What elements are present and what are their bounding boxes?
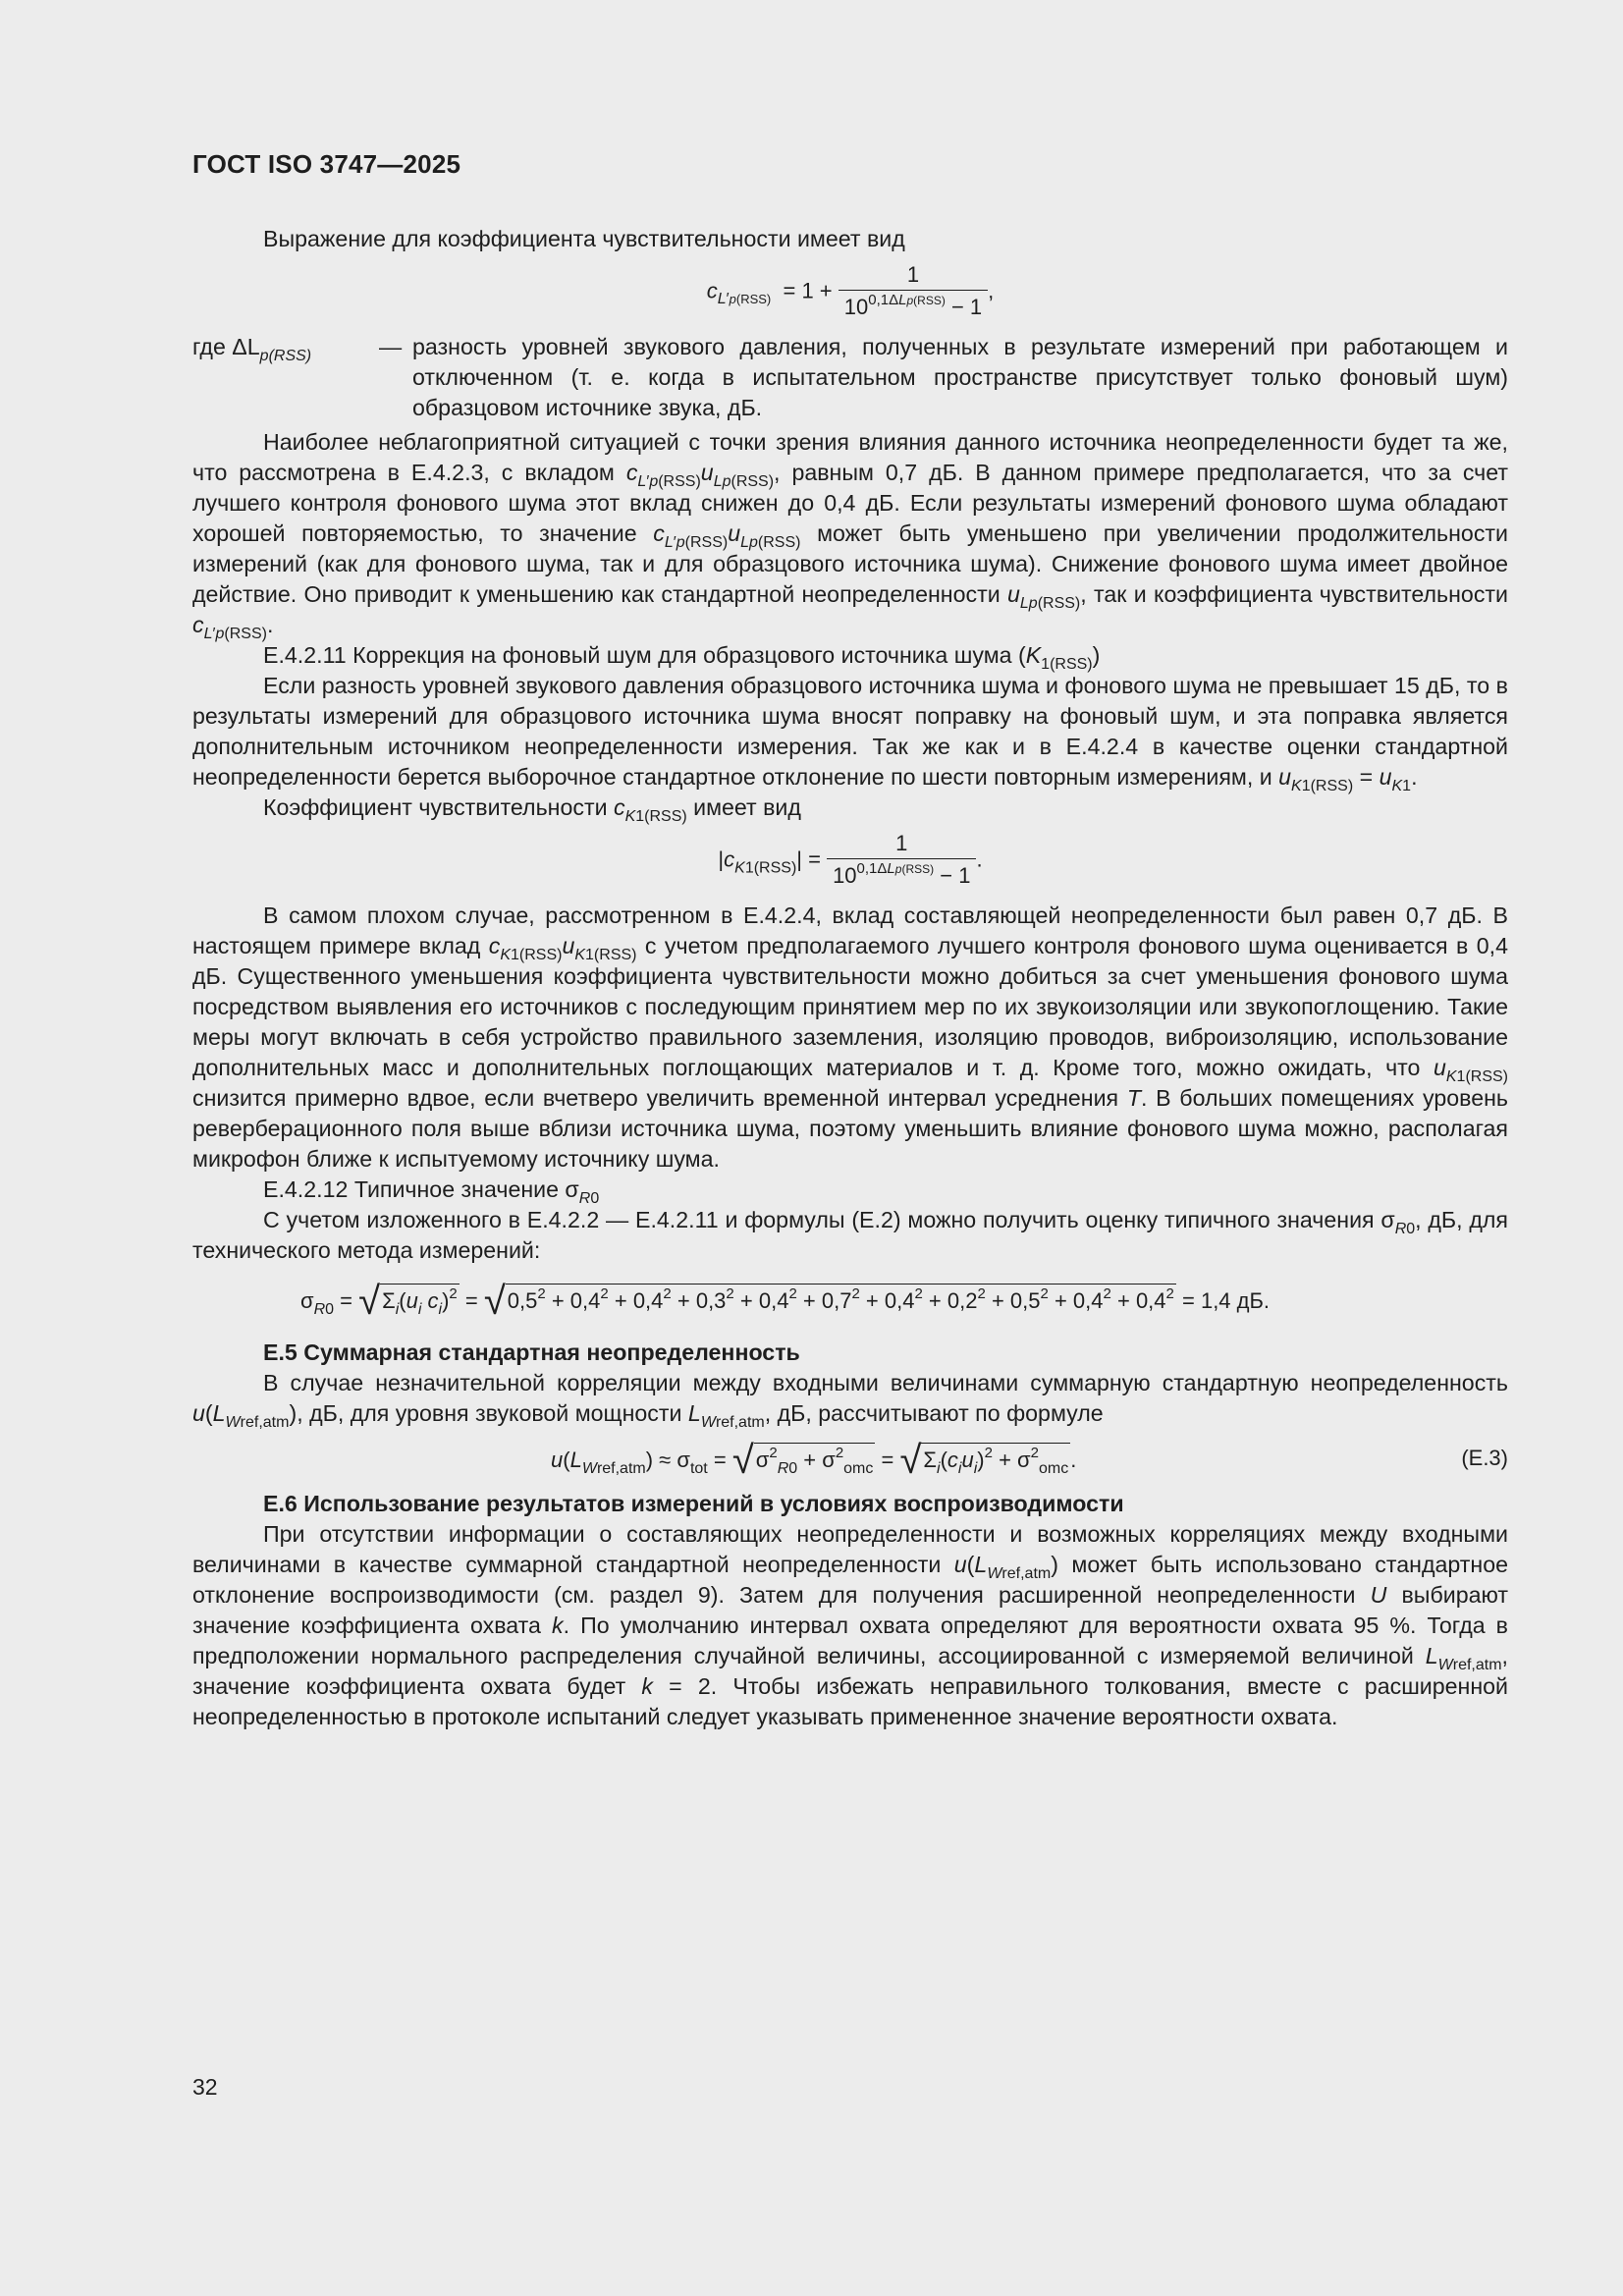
document-header: ГОСТ ISO 3747—2025 [192,149,461,179]
equation-e3: $u(L_{Wref,atm}) \approx \sigma_{tot} = √\sigma^2_{R0} + \sigma^2_{omc} = √\Sigma_i(c_iu_i)^2 + \sigma^2_{omc}$. (Е.3) [551,1439,1508,1482]
radicand-term: 0,4 [569,1288,601,1313]
equation-ck1: $|c_{K1(RSS)}|$ = $\frac{1}{10^{0,1\Delta Lp(RSS)} - 1}$ . [718,831,983,888]
definition-text: разность уровней звукового давления, полученных в результате измерений при работающем и отключенном (т. е. когда в испытательном пространстве присутствует только фоновый шум) образцовом источнике звука, дБ. [412,334,1508,420]
equation-sigma-r0: $\sigma_{R0} = √\Sigma_i(u_i$ $c_i)^2 = √0,5^2 + 0,4^2 + 0,4^2 + 0,3^2 + 0,4^2 + 0,7^2 + 0,4^2 + 0,2^2 + 0,5^2 + 0,4^2 + 0,4^2 = 1,4$ дБ. [300,1280,1271,1323]
equation-number: (Е.3) [1461,1446,1508,1470]
definition-term: где $\Delta L_{p(RSS)}$ [192,334,312,364]
radicand-term: 0,4 [1072,1288,1104,1313]
document-body [192,224,1508,1732]
equation-sensitivity-coefficient: $c_{L'p(RSS)} = 1$ + $\frac{1}{10^{0,1\Delta Lp(RSS)} - 1}$ , [706,262,995,319]
radicand-term: 0,5 [507,1288,538,1313]
paragraph-sensitivity-k: Коэффициент чувствительности $c_{K1(RSS)}$ имеет вид [263,794,801,825]
paragraph-combined-uncertainty: В случае незначительной корреляции между входными величинами суммарную стандартную неопределенность $u(L_{Wref,atm})$, дБ, для уровня звуковой мощности $L_{Wref,atm}$, дБ, рассчитывают по формуле [192,1370,1508,1431]
paragraph-typical-value: С учетом изложенного в Е.4.2.2 — Е.4.2.11 и формулы (Е.2) можно получить оценку типичного значения $\sigma_{R0}$, дБ, для технического метода измерений: [192,1207,1508,1263]
heading-e5: Е.5 Суммарная стандартная неопределенность [263,1339,800,1365]
paragraph-worst-case: Наиболее неблагоприятной ситуацией с точки зрения влияния данного источника неопределенности будет та же, что рассмотрена в Е.4.2.3, с вкладом $c_{L'p(RSS)}u_{Lp(RSS)}$, равным 0,7 дБ. В данном примере предполагается, что за счет лучшего контроля фонового шума этот вклад снижен до 0,4 дБ. Если результаты измерений фонового шума обладают хорошей повторяемостью, то значение $c_{L'p(RSS)}u_{Lp(RSS)}$ может быть уменьшено при увеличении продолжительности измерений (как для фонового шума, так и для образцового источника шума). Снижение фонового шума имеет двойное действие. Оно приводит к уменьшению как стандартной неопределенности $u_{Lp(RSS)}$, так и коэффициента чувствительности $c_{L'p(RSS)}$. [192,429,1508,642]
section-e-4-2-12: Е.4.2.12 Типичное значение $\sigma_{R0}$ [263,1176,600,1207]
heading-e6: Е.6 Использование результатов измерений в условиях воспроизводимости [263,1491,1124,1516]
intro-paragraph: Выражение для коэффициента чувствительности имеет вид [263,226,905,251]
paragraph-worst-case-2: В самом плохом случае, рассмотренном в Е.4.2.4, вклад составляющей неопределенности был равен 0,7 дБ. В настоящем примере вклад $c_{K1(RSS)}u_{K1(RSS)}$ с учетом предполагаемого лучшего контроля фонового шума оценивается в 0,4 дБ. Существенного уменьшения коэффициента чувствительности можно добиться за счет уменьшения фонового шума посредством выявления его источников с последующим принятием мер по их звукоизоляции или звукопоглощению. Такие меры могут включать в себя устройство правильного заземления, изоляцию проводов, виброизоляцию, использование дополнительных масс и дополнительных поглощающих материалов и т. д. Кроме того, можно ожидать, что $u_{K1(RSS)}$ снизится примерно вдвое, если вчетверо увеличить временной интервал усреднения T. В больших помещениях уровень реверберационного поля выше вблизи источника шума, поэтому уменьшить влияние фонового шума можно, располагая микрофон ближе к испытуемому источнику шума. [192,902,1508,1172]
radicand-term: 0,7 [821,1288,852,1313]
definition-delta-l: где $\Delta L_{p(RSS)}$ — разность уровней звукового давления, полученных в результате измерений при работающем и отключенном (т. е. когда в испытательном пространстве присутствует только фоновый шум) образцовом источнике звука, дБ. [192,332,1508,423]
radicand-term: 0,4 [1135,1288,1166,1313]
paragraph-background-correction: Если разность уровней звукового давления образцового источника шума и фонового шума не превышает 15 дБ, то в результаты измерений для образцового источника шума вносят поправку на фоновый шум, и эта поправка является дополнительным источником неопределенности измерения. Так же как и в Е.4.2.4 в качестве оценки стандартной неопределенности берется выборочное стандартное отклонение по шести повторным измерениям, и $u_{K1(RSS)} = u_{K1}$. [192,673,1508,794]
radicand-term: 0,2 [947,1288,978,1313]
section-e-4-2-11: Е.4.2.11 Коррекция на фоновый шум для образцового источника шума $(K_{1(RSS)})$ [263,642,1101,673]
radicand-term: 0,4 [632,1288,664,1313]
radicand-term: 0,5 [1009,1288,1041,1313]
paragraph-reproducibility: При отсутствии информации о составляющих неопределенности и возможных корреляциях между входными величинами в качестве суммарной стандартной неопределенности $u(L_{Wref,atm})$ может быть использовано стандартное отклонение воспроизводимости (см. раздел 9). Затем для получения расширенной неопределенности U выбирают значение коэффициента охвата k. По умолчанию интервал охвата определяют для вероятности охвата 95 %. Тогда в предположении нормального распределения случайной величины, ассоциированной с измеряемой величиной $L_{Wref,atm}$, значение коэффициента охвата будет k = 2. Чтобы избежать неправильного толкования, вместе с расширенной неопределенностью в протоколе испытаний следует указывать примененное значение вероятности охвата. [192,1521,1509,1729]
radicand-terms: $0,5^2 + 0,4^2 + 0,4^2 + 0,3^2 + 0,4^2 + 0,7^2 + 0,4^2 + 0,2^2 + 0,5^2 + 0,4^2 + 0,4^2$ [506,1284,1176,1316]
radicand-term: 0,4 [884,1288,915,1313]
radicand-term: 0,3 [695,1288,727,1313]
radicand-term: 0,4 [758,1288,789,1313]
page-number: 32 [192,2074,218,2100]
